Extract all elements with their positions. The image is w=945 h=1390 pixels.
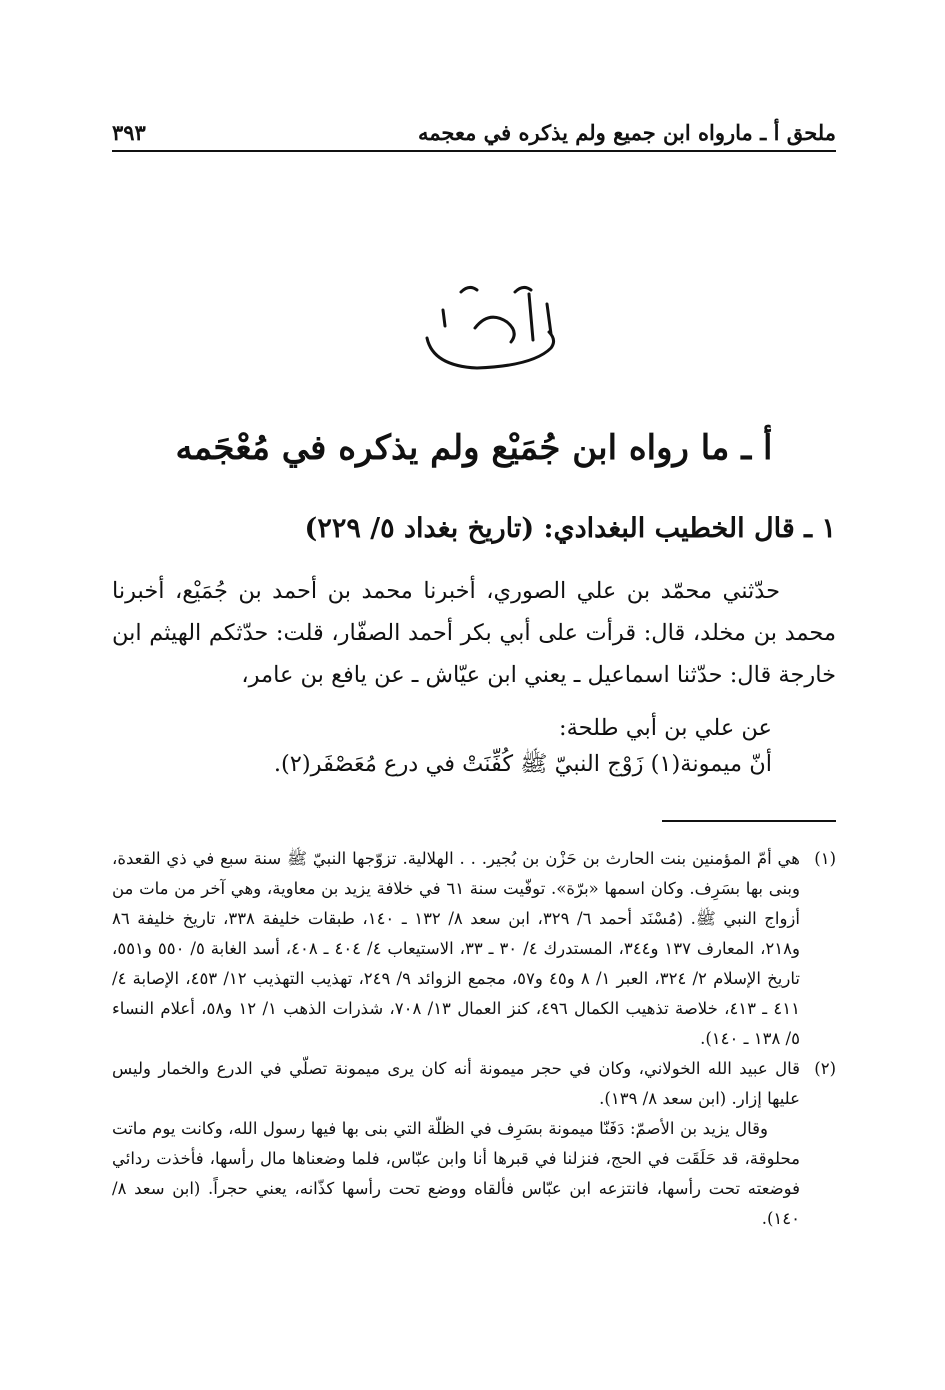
isnad-text: حدّثني محمّد بن علي الصوري، أخبرنا محمد بن أحمد بن جُمَيْع، أخبرنا محمد بن مخلد، قال: قرأت على أبي بكر أحمد الصفّار، قلت: حدّثكم الهيثم ابن خارجة قال: حدّثنا اسماعيل ـ يعني ابن عيّاش ـ عن يافع بن عامر، bbox=[112, 578, 837, 688]
hadith-text bbox=[112, 710, 772, 782]
isnad-paragraph bbox=[112, 570, 836, 696]
footnote-continuation: وقال يزيد بن الأصمّ: دَفَنّا ميمونة بسَرِف في الظلّة التي بنى بها فيها رسول الله، وكانت يوم ماتت محلوقة، قد حَلَقَت في الحج، فنزلنا في قبرها أنا وابن عبّاس، فلما وضعناها مال رأسها، فأخذت ردائي فوضعته تحت رأسها، فانتزعه ابن عبّاس فألقاه ووضع تحت رأسها كذّانه، يعني حجراً. (ابن سعد ٨/ ١٤٠). bbox=[112, 1119, 800, 1228]
footnotes bbox=[112, 844, 836, 1234]
footnote-1 bbox=[112, 844, 836, 1054]
hadith-line-2: أنّ ميمونة(١) زَوْج النبيّ ﷺ كُفِّنَتْ في درع مُعَصْفَر(٢). bbox=[273, 751, 772, 777]
footnote-number: (١) bbox=[814, 849, 836, 868]
calligraphy-ornament bbox=[415, 270, 565, 385]
section-title: أ ـ ما رواه ابن جُمَيْع ولم يذكره في مُعْجَمه bbox=[175, 428, 773, 468]
footnote-text: هي أمّ المؤمنين بنت الحارث بن حَزْن بن بُجير. . . الهلالية. تزوّجها النبيّ ﷺ سنة سبع في ذي القعدة، وبنى بها بسَرِف. وكان اسمها «برّة». توفّيت سنة ٦١ في خلافة يزيد بن معاوية، وهي آخر من مات من أزواج النبي ﷺ. (مُسْنَد أحمد ٦/ ٣٢٩، ابن سعد ٨/ ١٣٢ ـ ١٤٠، طبقات خليفة ٣٣٨، تاريخ خليفة ٨٦ و٢١٨، المعارف ١٣٧ و٣٤٤، المستدرك ٤/ ٣٠ ـ ٣٣، الاستيعاب ٤/ ٤٠٤ ـ ٤٠٨، أسد الغابة ٥/ ٥٥٠ و٥٥١، تاريخ الإسلام ٢/ ٣٢٤، العبر ١/ ٨ و٤٥ و٥٧، مجمع الزوائد ٩/ ٢٤٩، تهذيب التهذيب ١٢/ ٤٥٣، الإصابة ٤/ ٤١١ ـ ٤١٣، خلاصة تذهيب الكمال ٤٩٦، كنز العمال ١٣/ ٧٠٨، شذرات الذهب ١/ ١٢ و٥٨، أعلام النساء ٥/ ١٣٨ ـ ١٤٠). bbox=[112, 849, 800, 1048]
running-header bbox=[112, 112, 836, 152]
footnote-separator bbox=[662, 820, 836, 822]
page-number: ٣٩٣ bbox=[112, 119, 146, 145]
hadith-line-1: عن علي بن أبي طلحة: bbox=[559, 715, 772, 741]
running-title: ملحق أ ـ مارواه ابن جميع ولم يذكره في معجمه bbox=[418, 119, 836, 145]
entry-heading: ١ ـ قال الخطيب البغدادي: (تاريخ بغداد ٥/ ٢٢٩) bbox=[304, 513, 836, 544]
header-rule bbox=[112, 150, 836, 152]
footnote-number: (٢) bbox=[814, 1059, 836, 1078]
footnote-text: قال عبيد الله الخولاني، وكان في حجر ميمونة أنه كان يرى ميمونة تصلّي في الدرع والخمار وليس عليها إزار. (ابن سعد ٨/ ١٣٩). bbox=[112, 1059, 800, 1108]
footnote-2 bbox=[112, 1054, 836, 1234]
